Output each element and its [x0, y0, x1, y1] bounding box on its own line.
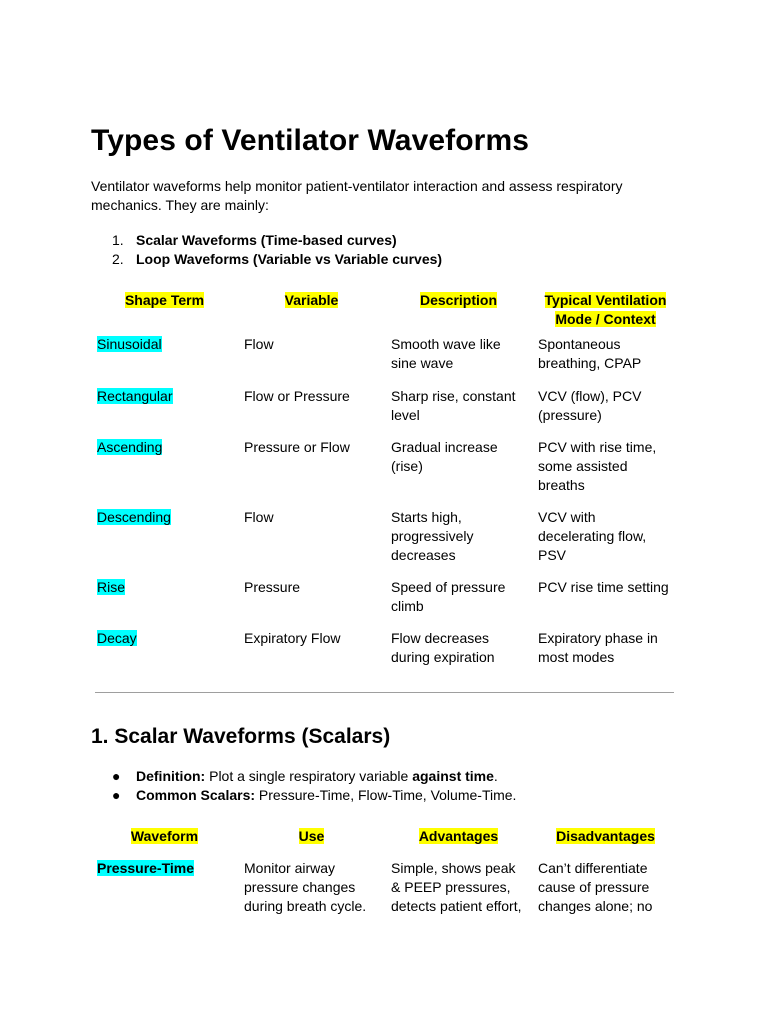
cell-description: Flow decreases during expiration [391, 630, 495, 665]
cell-use: Monitor airway pressure changes during breath cycle. [244, 860, 367, 914]
cell-description: Starts high, progressively decreases [391, 509, 474, 563]
cell-advantages: Simple, shows peak & PEEP pressures, detects patient effort, [391, 860, 522, 914]
common-scalars-text: Pressure-Time, Flow-Time, Volume-Time. [255, 787, 517, 803]
list-number: 2. [112, 251, 124, 267]
cell-term [91, 508, 238, 578]
cell-term [91, 578, 238, 629]
horizontal-divider [95, 692, 674, 693]
cell-context: Expiratory phase in most modes [538, 630, 658, 665]
column-header [91, 827, 238, 859]
header-advantages: Advantages [418, 828, 499, 844]
cell-term [91, 629, 238, 669]
scalar-waveforms-table [91, 827, 679, 916]
section-heading: 1. Scalar Waveforms (Scalars) [91, 725, 391, 748]
header-variable: Variable [284, 292, 339, 308]
term-label: Decay [97, 630, 137, 646]
bullet-icon: ● [112, 768, 121, 784]
cell-waveform [91, 859, 238, 916]
cell-description: Smooth wave like sine wave [391, 336, 501, 371]
cell-description: Gradual increase (rise) [391, 439, 498, 474]
cell-variable: Flow [244, 336, 274, 352]
cell-description: Speed of pressure climb [391, 579, 506, 614]
list-item [91, 231, 651, 250]
waveform-label: Pressure-Time [97, 860, 195, 876]
scalar-bullet-list [91, 767, 651, 805]
list-number: 1. [112, 232, 124, 248]
table-header-row [91, 291, 679, 335]
table-row [91, 508, 679, 578]
cell-context: PCV with rise time, some assisted breaths [538, 439, 657, 493]
definition-end: . [493, 768, 498, 784]
cell-disadvantages: Can’t differentiate cause of pressure changes alone; no [538, 860, 653, 914]
common-scalars-label: Common Scalars: [136, 787, 256, 803]
definition-label: Definition: [136, 768, 206, 784]
header-waveform: Waveform [130, 828, 199, 844]
column-header [385, 291, 532, 335]
shape-terms-table [91, 291, 679, 669]
cell-context: VCV with decelerating flow, PSV [538, 509, 647, 563]
cell-variable: Pressure [244, 579, 301, 595]
cell-description: Sharp rise, constant level [391, 388, 516, 423]
definition-emphasis: against time [412, 768, 494, 784]
table-row [91, 859, 679, 916]
term-label: Sinusoidal [97, 336, 162, 352]
header-context: Typical Ventilation Mode / Context [544, 292, 667, 327]
table-row [91, 629, 679, 669]
bullet-icon: ● [112, 787, 121, 803]
column-header [532, 827, 679, 859]
list-item-label: Loop Waveforms (Variable vs Variable curves) [136, 251, 443, 267]
term-label: Rectangular [97, 388, 173, 404]
header-description: Description [419, 292, 497, 308]
cell-variable: Pressure or Flow [244, 439, 350, 455]
column-header [385, 827, 532, 859]
table-header-row [91, 827, 679, 859]
cell-context: PCV rise time setting [538, 579, 669, 595]
cell-context: Spontaneous breathing, CPAP [538, 336, 642, 371]
table-row [91, 578, 679, 629]
column-header [532, 291, 679, 335]
cell-variable: Expiratory Flow [244, 630, 341, 646]
term-label: Rise [97, 579, 126, 595]
term-label: Ascending [97, 439, 163, 455]
cell-term [91, 335, 238, 387]
term-label: Descending [97, 509, 171, 525]
cell-term [91, 387, 238, 438]
header-disadvantages: Disadvantages [556, 828, 655, 844]
column-header [238, 291, 385, 335]
header-shape-term: Shape Term [124, 292, 205, 308]
column-header [238, 827, 385, 859]
list-item [91, 786, 651, 805]
cell-variable: Flow [244, 509, 274, 525]
definition-text: Plot a single respiratory variable [205, 768, 413, 784]
list-item [91, 250, 651, 269]
table-row [91, 387, 679, 438]
list-item-label: Scalar Waveforms (Time-based curves) [136, 232, 397, 248]
header-use: Use [298, 828, 325, 844]
cell-term [91, 438, 238, 508]
table-row [91, 438, 679, 508]
intro-paragraph: Ventilator waveforms help monitor patient-ventilator interaction and assess respiratory mechanics. They are mainly: [91, 178, 623, 213]
table-row [91, 335, 679, 387]
waveform-types-list [91, 231, 651, 269]
cell-context: VCV (flow), PCV (pressure) [538, 388, 642, 423]
column-header [91, 291, 238, 335]
cell-variable: Flow or Pressure [244, 388, 350, 404]
list-item [91, 767, 651, 786]
page-title: Types of Ventilator Waveforms [91, 124, 530, 157]
